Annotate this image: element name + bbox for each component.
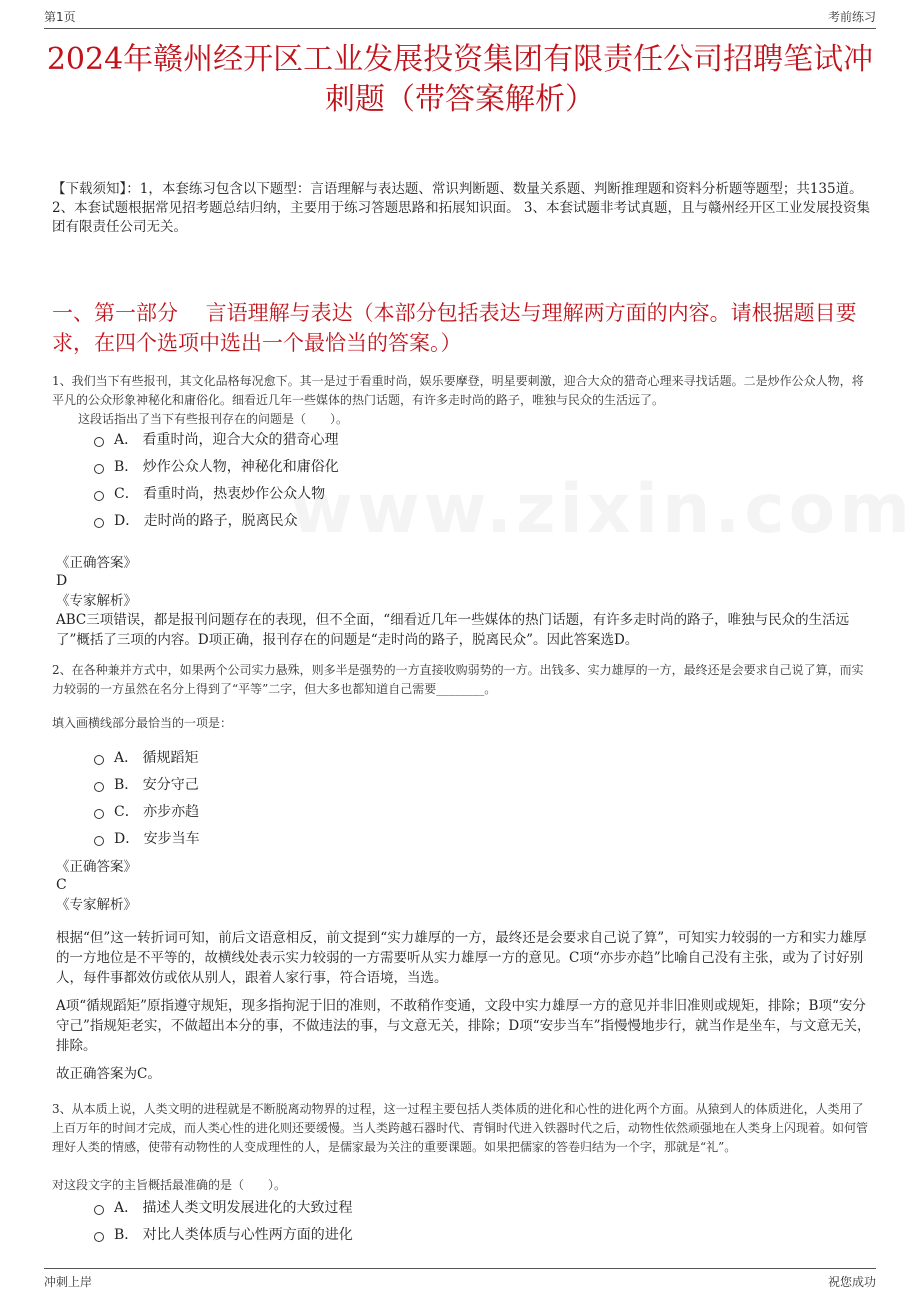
radio-icon[interactable]: [94, 491, 104, 501]
question-2-prompt: 填入画横线部分最恰当的一项是：: [52, 716, 233, 730]
q2-answer: C: [56, 877, 67, 893]
radio-icon[interactable]: [94, 755, 104, 765]
q1-option-a[interactable]: [94, 430, 339, 450]
option-label: D． 安步当车: [114, 831, 200, 847]
option-label: B． 对比人类体质与心性两方面的进化: [114, 1227, 353, 1243]
q2-analysis-paragraph-2: A项“循规蹈矩”原指遵守规矩，现多指拘泥于旧的准则，不敢稍作变通，文段中实力雄厚一方的意见并非旧准则或规矩，排除；B项“安分守己”指规矩老实，不做超出本分的事，不做违法的事，与文意无关，排除；D项“安步当车”指慢慢地步行，就当作是坐车，与文意无关，排除。: [56, 998, 871, 1054]
radio-icon[interactable]: [94, 437, 104, 447]
q1-option-b[interactable]: [94, 457, 339, 477]
page-title: [40, 40, 880, 120]
q2-analysis-paragraph-1: 根据“但”这一转折词可知，前后文语意相反，前文提到“实力雄厚的一方，最终还是会要求自己说了算”，可知实力较弱的一方和实力雄厚的一方地位是不平等的，故横线处表示实力较弱的一方需要听从实力雄厚一方的意见。C项“亦步亦趋”比喻自己没有主张，或为了讨好别人，每件事都效仿或依从别人，跟着人家行事，符合语境，当选。: [56, 930, 867, 986]
question-3-prompt: 对这段文字的主旨概括最准确的是（ ）。: [52, 1178, 287, 1192]
q1-answer: D: [56, 573, 68, 589]
radio-icon[interactable]: [94, 809, 104, 819]
q1-analysis-label: 《专家解析》: [56, 593, 137, 609]
q1-analysis: ABC三项错误，都是报刊问题存在的表现，但不全面，“细看近几年一些媒体的热门话题，有许多走时尚的路子，唯独与民众的生活远了”概括了三项的内容。D项正确，报刊存在的问题是“走时尚的路子，脱离民众”。因此答案选D。: [56, 612, 850, 648]
footer-right-label: 祝您成功: [827, 1275, 876, 1289]
option-label: B． 安分守己: [114, 777, 199, 793]
q2-analysis-paragraph-3: 故正确答案为C。: [56, 1066, 161, 1082]
q3-option-a[interactable]: [94, 1198, 353, 1218]
option-label: D． 走时尚的路子，脱离民众: [114, 513, 298, 529]
radio-icon[interactable]: [94, 518, 104, 528]
question-3-text: 3、从本质上说，人类文明的进程就是不断脱离动物界的过程，这一过程主要包括人类体质的进化和心性的进化两个方面。从猿到人的体质进化，人类用了上百万年的时间才完成，而人类心性的进化则还要缓慢。当人类跨越石器时代、青铜时代进入铁器时代之后，动物性依然顽强地在人类身上闪现着。如何管理好人类的情感，使带有动物性的人变成理性的人，是儒家最为关注的重要课题。如果把儒家的答卷归结为一个字，那就是“礼”。: [52, 1102, 869, 1154]
question-1-text: 1、我们当下有些报刊，其文化品格每况愈下。其一是过于看重时尚，娱乐要摩登，明星要刺激，迎合大众的猎奇心理来寻找话题。二是炒作公众人物，将平凡的公众形象神秘化和庸俗化。细看近几年一些媒体的热门话题，有许多走时尚的路子，唯独与民众的生活远了。: [52, 374, 864, 407]
footer-rule: [44, 1268, 876, 1269]
radio-icon[interactable]: [94, 782, 104, 792]
q2-option-a[interactable]: [94, 748, 199, 768]
q2-option-b[interactable]: [94, 775, 199, 795]
download-notice: 【下载须知】：1，本套练习包含以下题型：言语理解与表达题、常识判断题、数量关系题、判断推理题和资料分析题等题型；共135道。 2、本套试题根据常见招考题总结归纳，主要用于练习答题思路和拓展知识面。 3、本套试题非考试真题，且与赣州经开区工业发展投资集团有限责任公司无关。: [52, 181, 870, 235]
page-number: 第1页: [44, 10, 76, 24]
option-label: A． 看重时尚，迎合大众的猎奇心理: [114, 432, 339, 448]
option-label: A． 描述人类文明发展进化的大致过程: [114, 1200, 353, 1216]
radio-icon[interactable]: [94, 836, 104, 846]
q2-option-d[interactable]: [94, 829, 200, 849]
watermark: [290, 470, 920, 549]
section-heading: 一、第一部分 言语理解与表达（本部分包括表达与理解两方面的内容。请根据题目要求，在四个选项中选出一个最恰当的答案。）: [52, 301, 857, 355]
radio-icon[interactable]: [94, 1232, 104, 1242]
question-2-text: 2、在各种兼并方式中，如果两个公司实力悬殊，则多半是强势的一方直接收购弱势的一方。出钱多、实力雄厚的一方，最终还是会要求自己说了算，而实力较弱的一方虽然在名分上得到了“平等”二字，但大多也都知道自己需要________。: [52, 663, 864, 696]
header-rule: [44, 28, 876, 29]
q1-option-d[interactable]: [94, 511, 298, 531]
title-line-2: 刺题（带答案解析）: [325, 82, 595, 117]
q1-answer-label: 《正确答案》: [56, 555, 137, 571]
header-right-label: 考前练习: [827, 10, 876, 24]
option-label: A． 循规蹈矩: [114, 750, 199, 766]
option-label: C． 看重时尚，热衷炒作公众人物: [114, 486, 326, 502]
title-line-1: 2024年赣州经开区工业发展投资集团有限责任公司招聘笔试冲: [46, 42, 874, 77]
q2-option-c[interactable]: [94, 802, 199, 822]
radio-icon[interactable]: [94, 1205, 104, 1215]
q2-analysis-label: 《专家解析》: [56, 897, 137, 913]
footer-left-label: 冲刺上岸: [44, 1275, 93, 1289]
q1-option-c[interactable]: [94, 484, 325, 504]
q2-answer-label: 《正确答案》: [56, 859, 137, 875]
q3-option-b[interactable]: [94, 1225, 353, 1245]
radio-icon[interactable]: [94, 464, 104, 474]
option-label: C． 亦步亦趋: [114, 804, 200, 820]
option-label: B． 炒作公众人物，神秘化和庸俗化: [114, 459, 339, 475]
question-1-prompt: 这段话指出了当下有些报刊存在的问题是（ ）。: [78, 412, 349, 426]
